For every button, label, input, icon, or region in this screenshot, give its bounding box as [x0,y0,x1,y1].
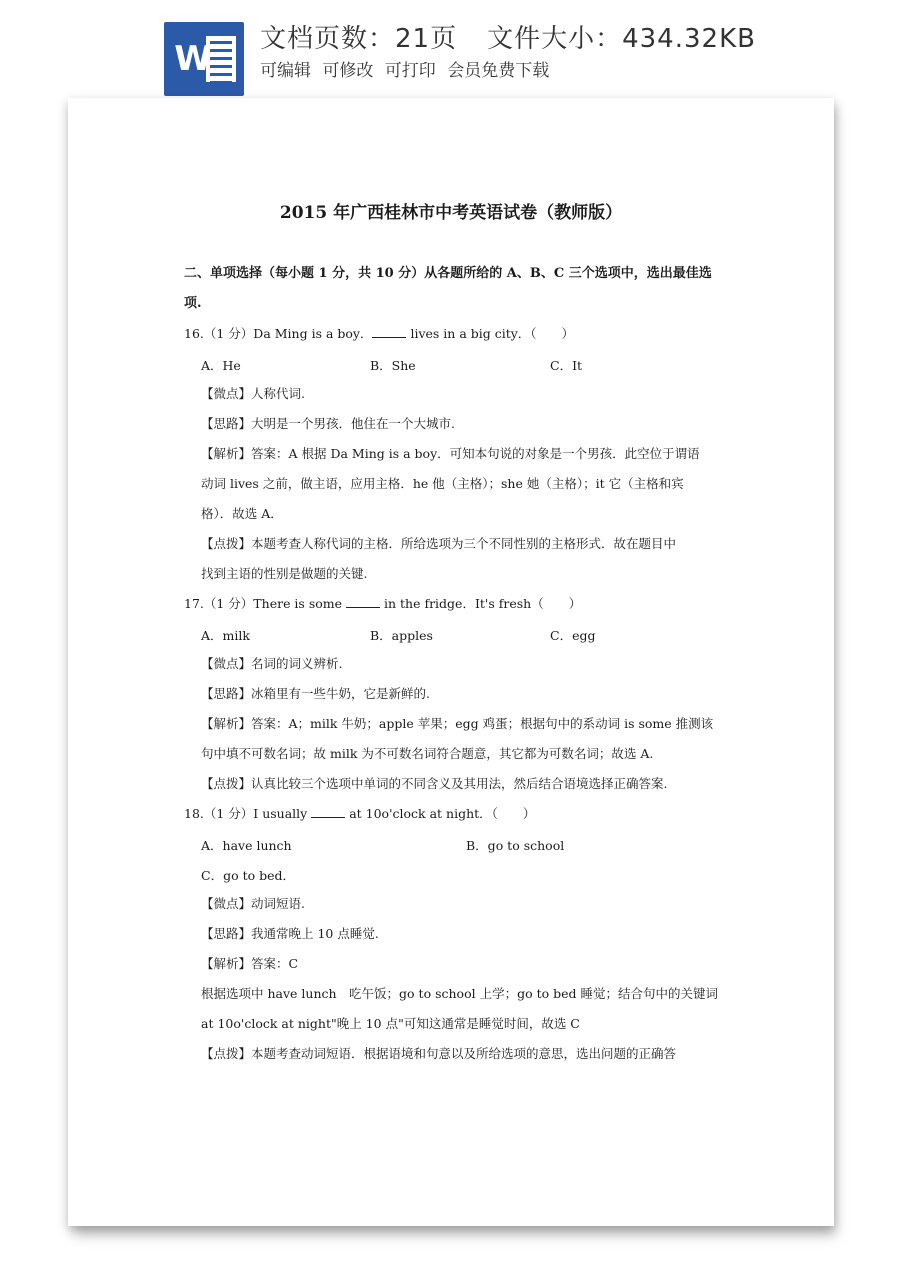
q17-option-a: A．milk [201,628,250,643]
q16-analysis: 动词 lives 之前，做主语，应用主格．he 他（主格）；she 她（主格）；it 它（主格和宾 [201,476,684,491]
q16-keypoint: 【微点】人称代词. [201,386,305,401]
q16-analysis: 【解析】答案：A 根据 Da Ming is a boy．可知本句说的对象是一个男孩．此空位于谓语 [201,446,700,461]
feature-list: 可编辑 可修改 可打印 会员免费下载 [260,61,550,81]
page-count: 文档页数：21页 [260,24,458,54]
q17-option-b: B．apples [370,628,433,643]
q18-option-b: B．go to school [466,838,565,853]
stem-part: 18.（1 分）I usually [184,806,312,821]
question-17-stem [184,596,581,612]
answer-blank [372,326,406,338]
document-page [68,98,834,1226]
question-18-stem [184,806,535,822]
q16-analysis: 格）．故选 A． [201,506,283,521]
stem-part: at 10o'clock at night．（ ） [345,806,536,821]
q18-analysis: at 10o'clock at night"晚上 10 点"可知这通常是睡觉时间，故选 C [201,1016,580,1031]
stem-part: in the fridge．It's fresh（ ） [380,596,582,611]
q17-tip: 【点拨】认真比较三个选项中单词的不同含义及其用法，然后结合语境选择正确答案. [201,776,668,791]
q18-approach: 【思路】我通常晚上 10 点睡觉. [201,926,379,941]
stem-part: lives in a big city．（ ） [406,326,575,341]
q17-keypoint: 【微点】名词的词义辨析. [201,656,343,671]
q16-option-a: A．He [201,358,241,373]
q18-option-c: C．go to bed． [201,868,295,883]
q16-option-c: C．It [550,358,583,373]
answer-blank [311,806,345,818]
file-meta [260,18,756,55]
q18-analysis: 根据选项中 have lunch 吃午饭；go to school 上学；go to bed 睡觉；结合句中的关键词 [201,986,718,1001]
question-16-stem [184,326,574,342]
q18-option-a: A．have lunch [201,838,292,853]
stem-part: 16.（1 分）Da Ming is a boy． [184,326,373,341]
stem-part: 17.（1 分）There is some [184,596,346,611]
answer-blank [346,596,380,608]
section-heading-cont: 项. [184,296,202,311]
word-document-icon [164,22,244,96]
file-size: 文件大小：434.32KB [487,24,756,54]
q16-approach: 【思路】大明是一个男孩．他住在一个大城市. [201,416,455,431]
q18-analysis: 【解析】答案：C [201,956,299,971]
q18-keypoint: 【微点】动词短语. [201,896,305,911]
word-letter: W [174,39,212,79]
q17-option-c: C．egg [550,628,596,643]
section-heading: 二、单项选择（每小题 1 分，共 10 分）从各题所给的 A、B、C 三个选项中，选出最佳选 [184,266,712,281]
document-title: 2015 年广西桂林市中考英语试卷（教师版） [279,203,623,223]
q17-analysis: 句中填不可数名词；故 milk 为不可数名词符合题意，其它都为可数名词；故选 A. [201,746,654,761]
q16-tip: 【点拨】本题考查人称代词的主格．所给选项为三个不同性别的主格形式．故在题目中 [201,536,677,551]
download-banner [0,0,900,100]
q17-analysis: 【解析】答案：A；milk 牛奶；apple 苹果；egg 鸡蛋；根据句中的系动词 is some 推测该 [201,716,714,731]
q18-tip: 【点拨】本题考查动词短语．根据语境和句意以及所给选项的意思，选出问题的正确答 [201,1046,677,1061]
q16-option-b: B．She [370,358,416,373]
q16-tip: 找到主语的性别是做题的关键. [201,566,368,581]
q17-approach: 【思路】冰箱里有一些牛奶，它是新鲜的. [201,686,430,701]
